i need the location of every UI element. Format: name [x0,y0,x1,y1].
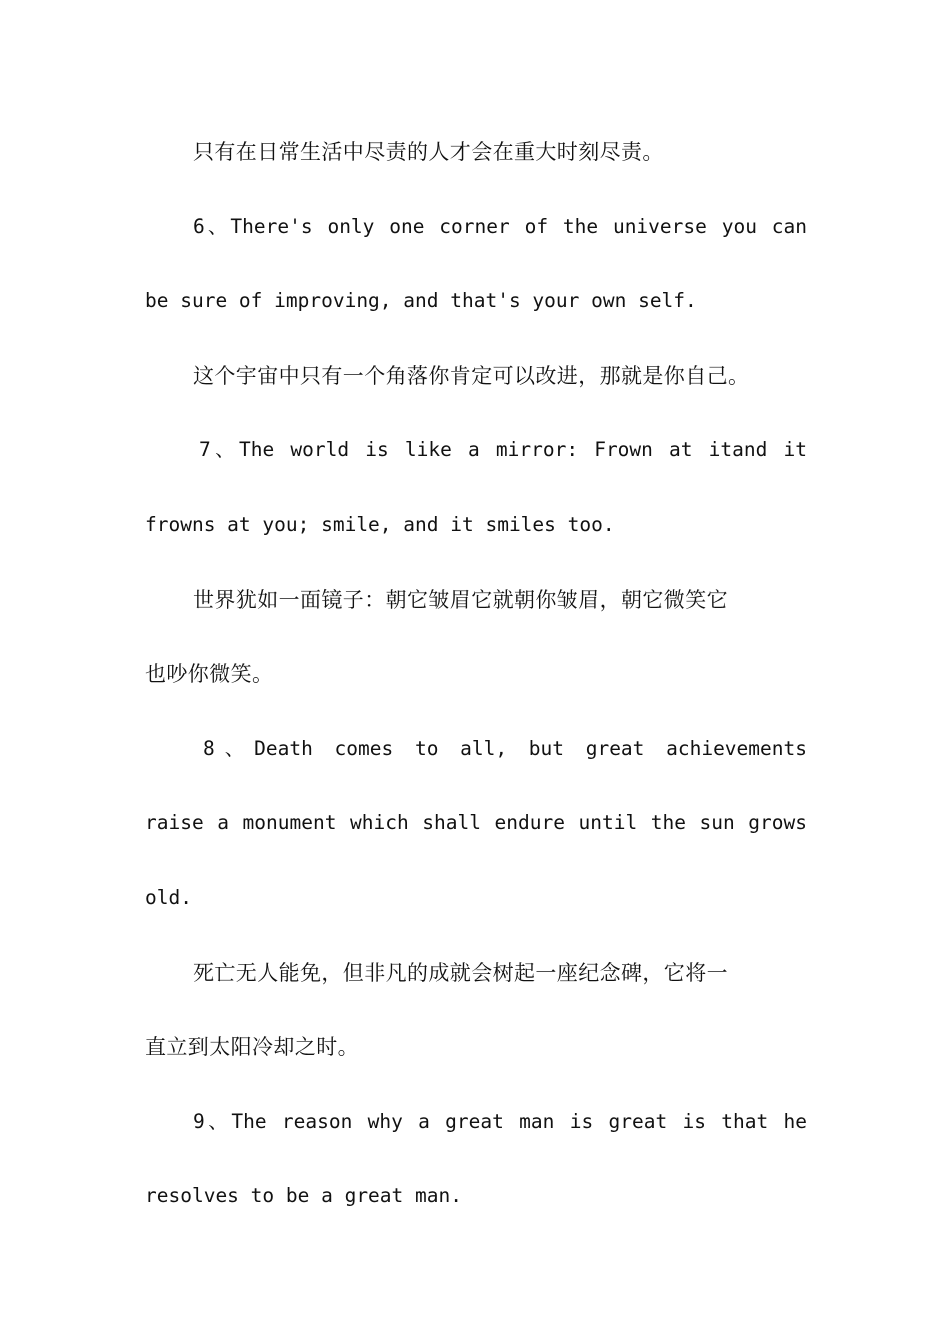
text-line-14: 9、The reason why a great man is great is that he [193,1109,807,1133]
text-line-1: 只有在日常生活中尽责的人才会在重大时刻尽责。 [193,140,664,164]
document-page [145,115,807,1234]
text-line-7: 世界犹如一面镜子：朝它皱眉它就朝你皱眉，朝它微笑它 [193,587,728,612]
text-line-9: 8、Death comes to all, but great achievements [203,736,807,760]
text-line-12: 死亡无人能免，但非凡的成就会树起一座纪念碑，它将一 [193,960,728,985]
text-line-5: 7、The world is like a mirror: Frown at itand it [199,438,807,462]
text-line-8: 也吵你微笑。 [145,662,274,687]
text-line-11: old. [145,885,192,909]
text-line-10: raise a monument which shall endure until the sun grows [145,811,807,835]
text-line-3: be sure of improving, and that's your own self. [145,289,697,313]
text-line-4: 这个宇宙中只有一个角落你肯定可以改进，那就是你自己。 [193,363,750,388]
text-line-15: resolves to be a great man. [145,1184,462,1208]
text-line-6: frowns at you; smile, and it smiles too. [145,512,615,536]
text-line-2: 6、There's only one corner of the universe you can [193,214,807,238]
text-line-13: 直立到太阳冷却之时。 [145,1035,359,1060]
